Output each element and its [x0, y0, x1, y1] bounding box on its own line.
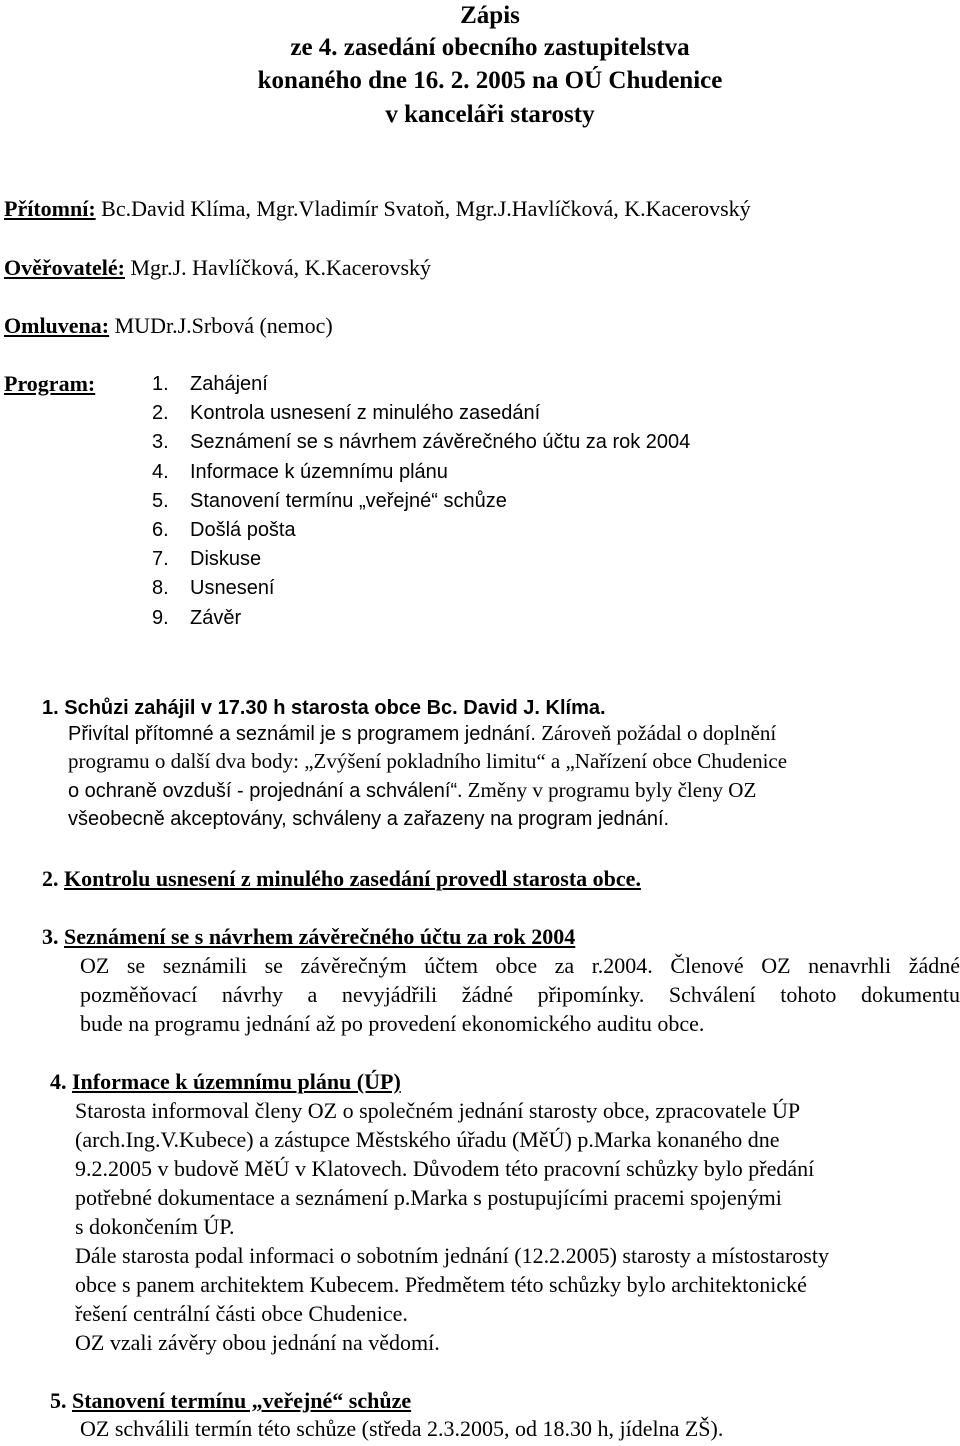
section-5-title: Stanovení termínu „veřejné“ schůze [72, 1388, 412, 1413]
section-1-line-1 [68, 721, 776, 746]
program-item-text: Usnesení [190, 577, 275, 600]
program-item [152, 461, 448, 484]
program-item [152, 431, 690, 454]
program-item-text: Závěr [190, 606, 242, 629]
program-item [152, 577, 275, 600]
section-4-line-3: 9.2.2005 v budově MěÚ v Klatovech. Důvodem této pracovní schůzky bylo předání [75, 1156, 815, 1181]
present-value: Bc.David Klíma, Mgr.Vladimír Svatoň, Mgr.J.Havlíčková, K.Kacerovský [95, 196, 751, 221]
excused-label: Omluvena: [4, 313, 110, 338]
section-3-line-2: pozměňovací návrhy a nevyjádřili žádné připomínky. Schválení tohoto dokumentu [80, 982, 960, 1007]
section-2-number: 2. [42, 866, 64, 891]
section-5-heading [50, 1388, 411, 1414]
program-item [152, 402, 540, 425]
verifiers-value: Mgr.J. Havlíčková, K.Kacerovský [124, 255, 432, 280]
section-3-title: Seznámení se s návrhem závěrečného účtu za rok 2004 [64, 924, 576, 949]
excused-row [4, 313, 333, 339]
program-item-number: 2. [152, 402, 169, 425]
verifiers-row [4, 255, 431, 281]
program-item-number: 7. [152, 548, 169, 571]
section-3-number: 3. [42, 924, 64, 949]
program-item-text: Kontrola usnesení z minulého zasedání [190, 402, 541, 425]
section-1-text-serif: Zároveň požádal o doplnění [535, 721, 777, 745]
section-5-number: 5. [50, 1388, 72, 1413]
section-3-heading [42, 924, 575, 950]
title-line-4: v kanceláři starosty [385, 101, 595, 128]
program-item [152, 490, 507, 513]
program-item-number: 4. [152, 460, 169, 483]
program-item-text: Zahájení [190, 373, 268, 395]
document-title: Zápis [460, 2, 520, 29]
section-4-line-9: OZ vzali závěry obou jednání na vědomí. [75, 1330, 440, 1355]
section-4-line-6: Dále starosta podal informaci o sobotním jednání (12.2.2005) starosty a místostarosty [75, 1243, 829, 1268]
section-1-heading: 1. Schůzi zahájil v 17.30 h starosta obce Bc. David J. Klíma. [42, 697, 606, 719]
program-item-number: 6. [152, 519, 169, 541]
program-item-number: 1. [152, 373, 169, 395]
program-item-number: 9. [152, 606, 169, 629]
present-row [4, 196, 751, 222]
section-2-heading [42, 866, 641, 892]
section-4-line-1: Starosta informoval členy OZ o společném jednání starosty obce, zpracovatele ÚP [75, 1098, 801, 1123]
section-4-line-5: s dokončením ÚP. [75, 1214, 235, 1239]
program-item-text: Seznámení se s návrhem závěrečného účtu za rok 2004 [190, 431, 691, 454]
section-1-line-4: všeobecně akceptovány, schváleny a zařazeny na program jednání. [68, 808, 670, 830]
present-label: Přítomní: [4, 196, 96, 221]
program-item [152, 607, 241, 630]
program-item-text: Informace k územnímu plánu [190, 460, 448, 483]
section-4-heading [50, 1069, 401, 1095]
section-4-line-4: potřebné dokumentace a seznámení p.Marka s postupujícími pracemi spojenými [75, 1185, 782, 1210]
section-2-title: Kontrolu usnesení z minulého zasedání provedl starosta obce. [64, 866, 641, 891]
verifiers-label: Ověřovatelé: [4, 255, 125, 280]
title-line-3: konaného dne 16. 2. 2005 na OÚ Chudenice [257, 67, 723, 94]
program-item [152, 519, 296, 542]
program-label: Program: [4, 371, 96, 396]
section-4-line-7: obce s panem architektem Kubecem. Předmětem této schůzky bylo architektonické [75, 1272, 807, 1297]
program-item-number: 8. [152, 577, 169, 600]
program-item-number: 5. [152, 489, 169, 512]
program-item-text: Stanovení termínu „veřejné“ schůze [190, 489, 507, 512]
section-1-line-3b: . Změny v programu byly členy OZ [457, 778, 757, 802]
section-4-line-8: řešení centrální části obce Chudenice. [75, 1301, 408, 1326]
section-4-line-2: (arch.Ing.V.Kubece) a zástupce Městského úřadu (MěÚ) p.Marka konaného dne [75, 1127, 780, 1152]
program-item-number: 3. [152, 431, 169, 454]
program-item-text: Diskuse [190, 548, 262, 571]
section-1-line-3a: o ochraně ovzduší - projednání a schválení“ [68, 780, 458, 802]
program-item-text: Došlá pošta [190, 519, 296, 541]
section-3-line-3: bude na programu jednání až po provedení ekonomického auditu obce. [80, 1011, 705, 1036]
excused-value: MUDr.J.Srbová (nemoc) [109, 313, 333, 338]
program-item [152, 548, 261, 571]
title-line-2: ze 4. zasedání obecního zastupitelstva [290, 34, 690, 61]
section-1-line-2: programu o další dva body: „Zvýšení pokladního limitu“ a „Nařízení obce Chudenice [68, 749, 788, 773]
section-1-text-sans: Přivítal přítomné a seznámil je s programem jednání. [68, 723, 536, 745]
program-item [152, 373, 268, 396]
section-4-title: Informace k územnímu plánu (ÚP) [72, 1069, 401, 1094]
section-4-number: 4. [50, 1069, 72, 1094]
section-1-line-3 [68, 778, 756, 803]
section-5-line-1: OZ schválili termín této schůze (středa 2.3.2005, od 18.30 h, jídelna ZŠ). [80, 1416, 724, 1441]
section-3-line-1: OZ se seznámili se závěrečným účtem obce za r.2004. Členové OZ nenavrhli žádné [80, 953, 960, 978]
